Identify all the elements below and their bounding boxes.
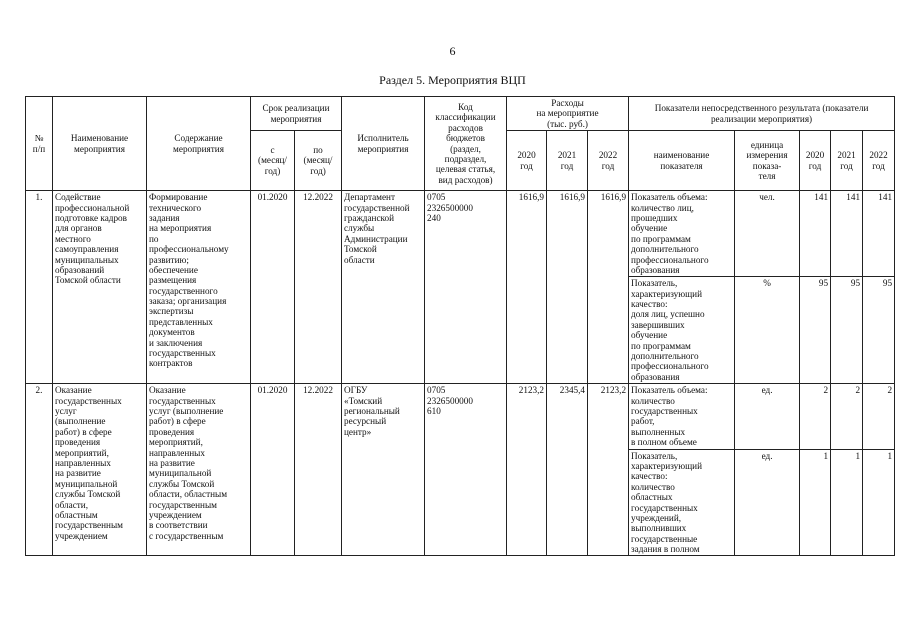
expense-2020: 2123,2 <box>507 384 547 556</box>
indicator-2020: 1 <box>800 449 831 556</box>
indicator-name: Показатель, характеризующий качество: количество областных государственных учреждений, выполнивших государственные задания в полном <box>629 449 735 556</box>
expense-2020: 1616,9 <box>507 191 547 384</box>
indicator-2022: 1 <box>863 449 895 556</box>
indicator-2020: 141 <box>800 191 831 277</box>
header-code: Код классификации расходов бюджетов (раздел, подраздел, целевая статья, вид расходов) <box>425 97 507 191</box>
expense-2021: 2345,4 <box>547 384 588 556</box>
expense-2022: 1616,9 <box>588 191 629 384</box>
indicator-name: Показатель объема: количество государственных работ, выполненных в полном объеме <box>629 384 735 449</box>
section-title: Раздел 5. Мероприятия ВЦП <box>379 73 526 87</box>
header-unit: единица измерения показа- теля <box>735 131 800 191</box>
indicator-2022: 95 <box>863 277 895 384</box>
period-to: 12.2022 <box>295 191 342 384</box>
indicator-2022: 2 <box>863 384 895 449</box>
period-from: 01.2020 <box>251 384 295 556</box>
indicator-name: Показатель объема: количество лиц, прошедших обучение по программам дополнительного профессионального образования <box>629 191 735 277</box>
header-exp-2020: 2020 год <box>507 131 547 191</box>
indicator-2021: 141 <box>831 191 863 277</box>
activities-table-container <box>25 96 893 640</box>
table-header <box>26 97 895 191</box>
indicator-2020: 2 <box>800 384 831 449</box>
indicator-2022: 141 <box>863 191 895 277</box>
budget-code: 0705 2326500000 240 <box>425 191 507 384</box>
table-row <box>26 191 895 277</box>
indicator-unit: чел. <box>735 191 800 277</box>
expense-2021: 1616,9 <box>547 191 588 384</box>
budget-code: 0705 2326500000 610 <box>425 384 507 556</box>
header-from: с (месяц/ год) <box>251 131 295 191</box>
expense-2022: 2123,2 <box>588 384 629 556</box>
activity-content: Формирование технического задания на мероприятия по профессиональному развитию; обеспечение размещения государственного заказа; организация экспертизы представленных документов и заключения государственных контрактов <box>147 191 251 384</box>
indicator-unit: % <box>735 277 800 384</box>
indicator-unit: ед. <box>735 384 800 449</box>
page-number: 6 <box>449 44 456 58</box>
row-num: 2. <box>26 384 53 556</box>
header-ind-2020: 2020 год <box>800 131 831 191</box>
activity-content: Оказание государственных услуг (выполнение работ) в сфере проведения мероприятий, направленных на развитие муниципальной службы Томской области, областным государственным учреждением в соответствии с государственным <box>147 384 251 556</box>
header-executor: Исполнитель мероприятия <box>342 97 425 191</box>
header-expenses: Расходы на мероприятие (тыс. руб.) <box>507 97 629 131</box>
header-indicators: Показатели непосредственного результата (показатели реализации мероприятия) <box>629 97 895 131</box>
header-num: № п/п <box>26 97 53 191</box>
header-ind-2021: 2021 год <box>831 131 863 191</box>
header-period: Срок реализации мероприятия <box>251 97 342 131</box>
header-to: по (месяц/ год) <box>295 131 342 191</box>
header-exp-2021: 2021 год <box>547 131 588 191</box>
indicator-name: Показатель, характеризующий качество: доля лиц, успешно завершивших обучение по программам дополнительного профессионального образования <box>629 277 735 384</box>
indicator-unit: ед. <box>735 449 800 556</box>
header-name: Наименование мероприятия <box>53 97 147 191</box>
header-ind-2022: 2022 год <box>863 131 895 191</box>
activity-name: Оказание государственных услуг (выполнение работ) в сфере проведения мероприятий, направленных на развитие муниципальной службы Томской области, областным государственным учреждением <box>53 384 147 556</box>
table-body <box>26 191 895 556</box>
header-content: Содержание мероприятия <box>147 97 251 191</box>
table-row <box>26 384 895 449</box>
header-exp-2022: 2022 год <box>588 131 629 191</box>
period-from: 01.2020 <box>251 191 295 384</box>
indicator-2020: 95 <box>800 277 831 384</box>
header-indicator-name: наименование показателя <box>629 131 735 191</box>
activity-name: Содействие профессиональной подготовке кадров для органов местного самоуправления муниципальных образований Томской области <box>53 191 147 384</box>
period-to: 12.2022 <box>295 384 342 556</box>
activities-table <box>25 96 895 556</box>
row-num: 1. <box>26 191 53 384</box>
executor: Департамент государственной гражданской службы Администрации Томской области <box>342 191 425 384</box>
executor: ОГБУ «Томский региональный ресурсный центр» <box>342 384 425 556</box>
indicator-2021: 1 <box>831 449 863 556</box>
indicator-2021: 95 <box>831 277 863 384</box>
indicator-2021: 2 <box>831 384 863 449</box>
